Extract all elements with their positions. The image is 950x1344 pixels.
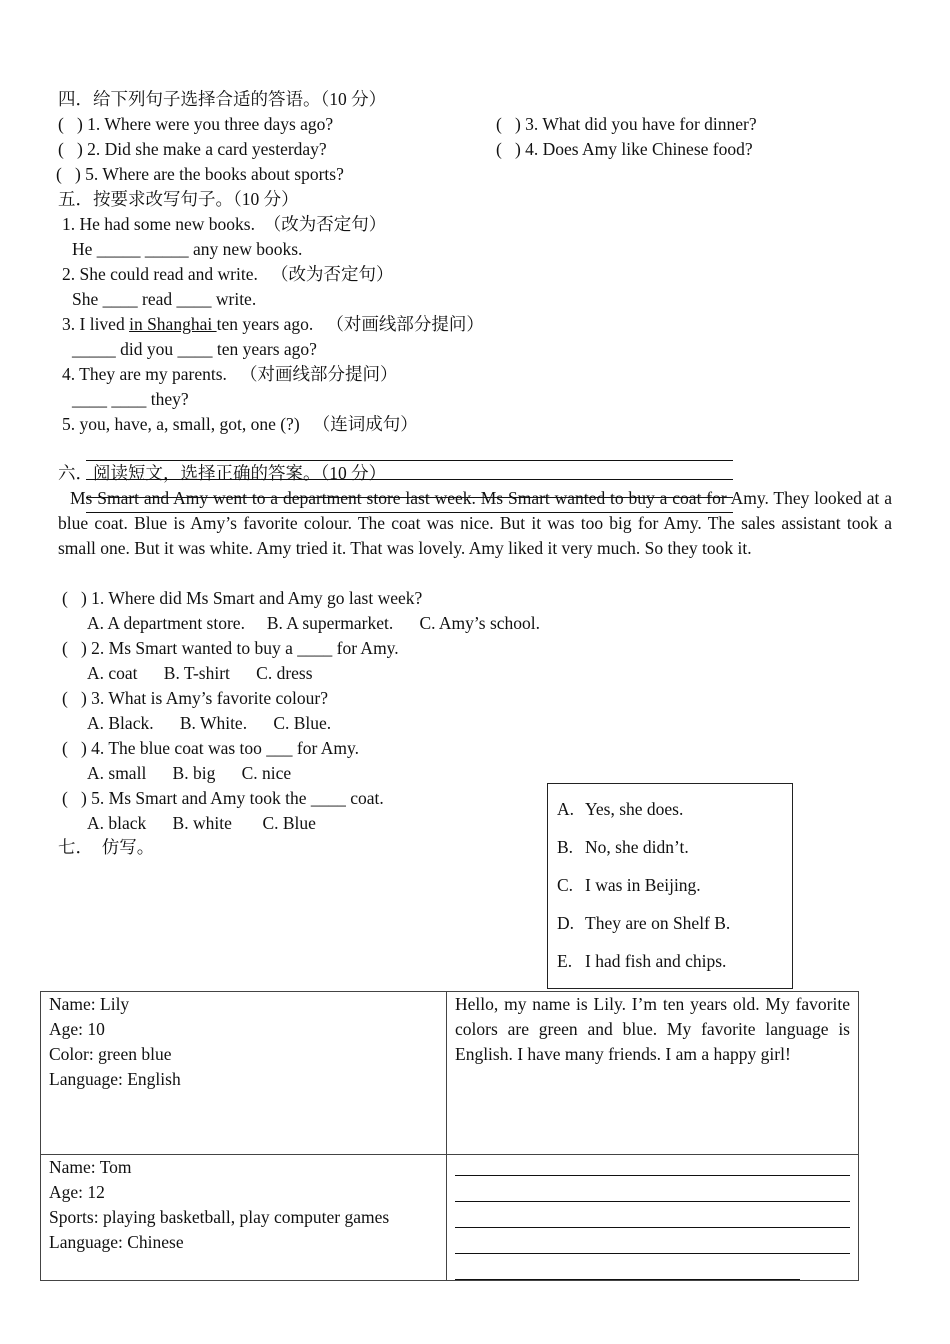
section4-q3: ( ) 3. What did you have for dinner? bbox=[496, 114, 757, 134]
writing-line[interactable] bbox=[455, 1202, 850, 1228]
section6-q5: ( ) 5. Ms Smart and Amy took the ____ coat. bbox=[62, 788, 384, 808]
section5-item3 bbox=[62, 312, 484, 337]
table-row bbox=[41, 992, 859, 1155]
section5-item1: 1. He had some new books. （改为否定句） bbox=[62, 214, 387, 234]
section6-q2: ( ) 2. Ms Smart wanted to buy a ____ for Amy. bbox=[62, 638, 399, 658]
section6-q3-options: A. Black. B. White. C. Blue. bbox=[87, 713, 332, 733]
section5-item4: 4. They are my parents. （对画线部分提问） bbox=[62, 364, 398, 384]
section6-q1: ( ) 1. Where did Ms Smart and Amy go last week? bbox=[62, 588, 423, 608]
section6-q1-options: A. A department store. B. A supermarket. C. Amy’s school. bbox=[87, 613, 541, 633]
reading-passage-text: Ms Smart and Amy went to a department store last week. Ms Smart wanted to buy a coat for Amy. They looked at a blue coat. Blue is Amy’s favorite colour. The coat was nice. But it was too big for Amy. The sales assistant took a small one. But it was white. Amy tried it. That was lovely. Amy liked it very much. So they took it. bbox=[58, 488, 892, 558]
section6-q4-options: A. small B. big C. nice bbox=[87, 763, 292, 783]
table-row bbox=[41, 1155, 859, 1281]
answer-option-b: B. No, she didn’t. bbox=[557, 837, 689, 857]
tom-language: Language: Chinese bbox=[49, 1232, 184, 1252]
section5-title: 五．按要求改写句子。（10 分） bbox=[58, 189, 299, 209]
tom-writing-cell[interactable] bbox=[447, 1155, 859, 1281]
section6-q3: ( ) 3. What is Amy’s favorite colour? bbox=[62, 688, 329, 708]
reading-passage bbox=[58, 486, 892, 561]
section7-title: 七． 仿写。 bbox=[58, 837, 155, 857]
section5-answer2: She ____ read ____ write. bbox=[72, 289, 257, 309]
answer-options-box bbox=[547, 783, 793, 989]
section4-q5: ( ) 5. Where are the books about sports? bbox=[56, 164, 344, 184]
tom-age: Age: 12 bbox=[49, 1182, 105, 1202]
writing-line[interactable] bbox=[455, 1228, 850, 1254]
writing-line[interactable] bbox=[455, 1176, 850, 1202]
tom-info-cell bbox=[41, 1155, 447, 1281]
section4-q4: ( ) 4. Does Amy like Chinese food? bbox=[496, 139, 753, 159]
lily-age: Age: 10 bbox=[49, 1019, 105, 1039]
answer-option-c: C. I was in Beijing. bbox=[557, 875, 701, 895]
writing-line[interactable] bbox=[455, 1155, 850, 1176]
lily-color: Color: green blue bbox=[49, 1044, 172, 1064]
item3-text-post: ten years ago. （对画线部分提问） bbox=[216, 314, 484, 334]
section5-answer4: ____ ____ they? bbox=[72, 389, 189, 409]
imitation-table bbox=[40, 991, 859, 1281]
section5-item5: 5. you, have, a, small, got, one (?) （连词成句） bbox=[62, 414, 418, 434]
item3-underlined: in Shanghai bbox=[129, 314, 217, 334]
writing-line[interactable] bbox=[455, 1254, 800, 1280]
section5-item2: 2. She could read and write. （改为否定句） bbox=[62, 264, 394, 284]
lily-info-cell bbox=[41, 992, 447, 1155]
answer-option-e: E. I had fish and chips. bbox=[557, 951, 727, 971]
section6-title: 六．阅读短文，选择正确的答案。（10 分） bbox=[58, 463, 387, 483]
section6-q2-options: A. coat B. T-shirt C. dress bbox=[87, 663, 313, 683]
section4-q2: ( ) 2. Did she make a card yesterday? bbox=[58, 139, 327, 159]
answer-option-a: A. Yes, she does. bbox=[557, 799, 684, 819]
section6-q4: ( ) 4. The blue coat was too ___ for Amy. bbox=[62, 738, 359, 758]
section5-answer3: _____ did you ____ ten years ago? bbox=[72, 339, 317, 359]
item3-text-pre: 3. I lived bbox=[62, 314, 130, 334]
lily-language: Language: English bbox=[49, 1069, 181, 1089]
tom-name: Name: Tom bbox=[49, 1157, 132, 1177]
answer-option-d: D. They are on Shelf B. bbox=[557, 913, 731, 933]
section4-title: 四．给下列句子选择合适的答语。（10 分） bbox=[58, 89, 387, 109]
lily-name: Name: Lily bbox=[49, 994, 130, 1014]
section4-q1: ( ) 1. Where were you three days ago? bbox=[58, 114, 334, 134]
tom-sports: Sports: playing basketball, play computer games bbox=[49, 1207, 390, 1227]
section5-answer1: He _____ _____ any new books. bbox=[72, 239, 303, 259]
lily-sample-text: Hello, my name is Lily. I’m ten years old. My favorite colors are green and blue. My favorite language is English. I have many friends. I am a happy girl! bbox=[447, 992, 859, 1155]
section6-q5-options: A. black B. white C. Blue bbox=[87, 813, 316, 833]
